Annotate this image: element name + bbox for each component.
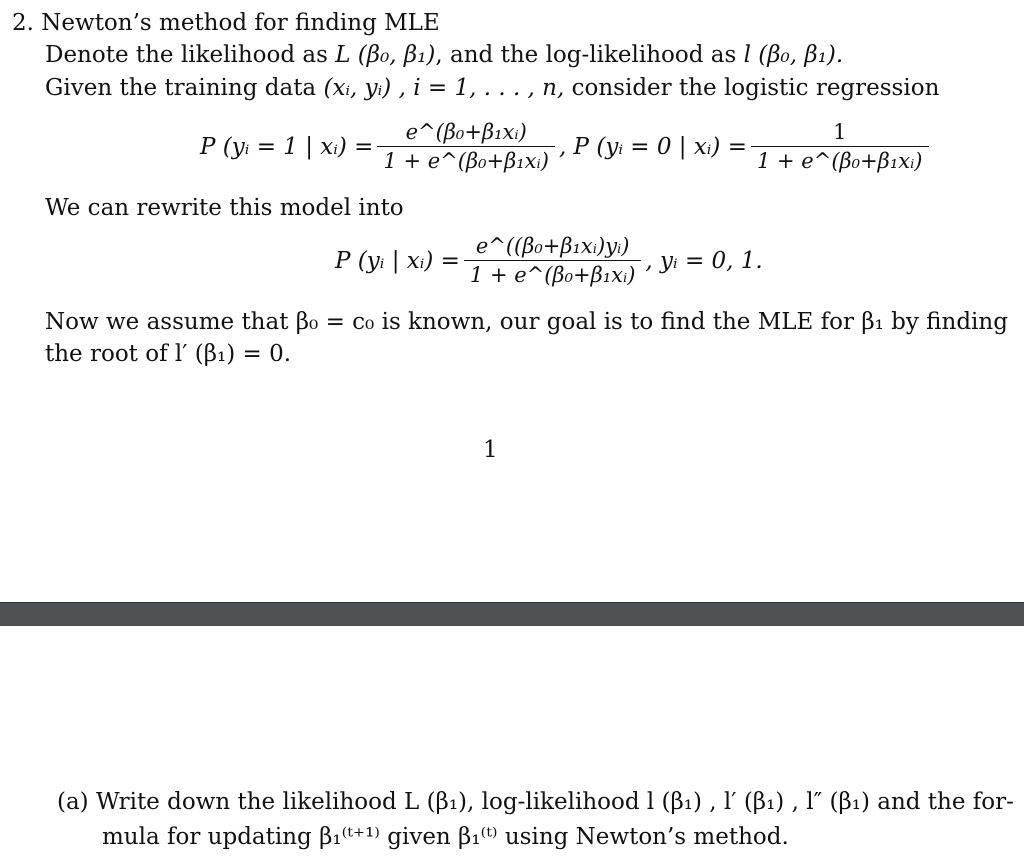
page-number: 1 xyxy=(483,437,498,463)
given-math: (xᵢ, yᵢ) , i = 1, . . . , n, xyxy=(323,75,565,101)
rewrite-line: We can rewrite this model into xyxy=(45,195,404,221)
eq1-den2: 1 + e^(β₀+β₁xᵢ) xyxy=(757,149,923,173)
given-tail: consider the logistic regression xyxy=(571,75,940,101)
given-text: Given the training data xyxy=(45,75,317,101)
problem-number: 2. xyxy=(12,10,34,36)
eq1-num2: 1 xyxy=(751,118,929,147)
eq2-den: 1 + e^(β₀+β₁xᵢ) xyxy=(469,263,636,287)
denote-text2: , and the log-likelihood as xyxy=(435,42,737,68)
part-a-text-1: Write down the likelihood L (β₁), log-likelihood l (β₁) , l′ (β₁) , l″ (β₁) and the for- xyxy=(95,789,1014,815)
equation-combined xyxy=(333,232,765,289)
loglik-args: (β₀, β₁). xyxy=(758,42,844,68)
problem-heading xyxy=(12,8,440,38)
part-a-label: (a) xyxy=(57,789,89,815)
eq1-mid: , P (yᵢ = 0 | xᵢ) = xyxy=(558,133,747,160)
eq2-lhs: P (yᵢ | xᵢ) = xyxy=(335,247,460,274)
part-a-line-1 xyxy=(57,787,1014,817)
denote-text1: Denote the likelihood as xyxy=(45,42,328,68)
assume-line-2: the root of l′ (β₁) = 0. xyxy=(45,341,292,367)
eq1-den1: 1 + e^(β₀+β₁xᵢ) xyxy=(383,149,549,173)
denote-line xyxy=(45,40,843,70)
eq1-lhs: P (yᵢ = 1 | xᵢ) = xyxy=(200,133,374,160)
problem-title: Newton’s method for finding MLE xyxy=(41,10,440,36)
part-a-line-2: mula for updating β₁⁽ᵗ⁺¹⁾ given β₁⁽ᵗ⁾ using Newton’s method. xyxy=(102,824,789,850)
eq1-fraction-1 xyxy=(377,118,555,175)
eq2-num: e^((β₀+β₁xᵢ)yᵢ) xyxy=(464,232,642,261)
loglik-symbol: l xyxy=(743,42,751,68)
eq2-tail: , yᵢ = 0, 1. xyxy=(645,247,763,274)
assume-line-1: Now we assume that β₀ = c₀ is known, our goal is to find the MLE for β₁ by finding xyxy=(45,309,1008,335)
eq1-num1: e^(β₀+β₁xᵢ) xyxy=(377,118,555,147)
equation-logistic xyxy=(198,118,931,175)
likelihood-symbol: L xyxy=(335,42,351,68)
page-separator xyxy=(0,602,1024,626)
likelihood-args: (β₀, β₁) xyxy=(357,42,436,68)
eq2-fraction xyxy=(464,232,642,289)
given-line xyxy=(45,73,939,103)
eq1-fraction-2 xyxy=(751,118,929,175)
